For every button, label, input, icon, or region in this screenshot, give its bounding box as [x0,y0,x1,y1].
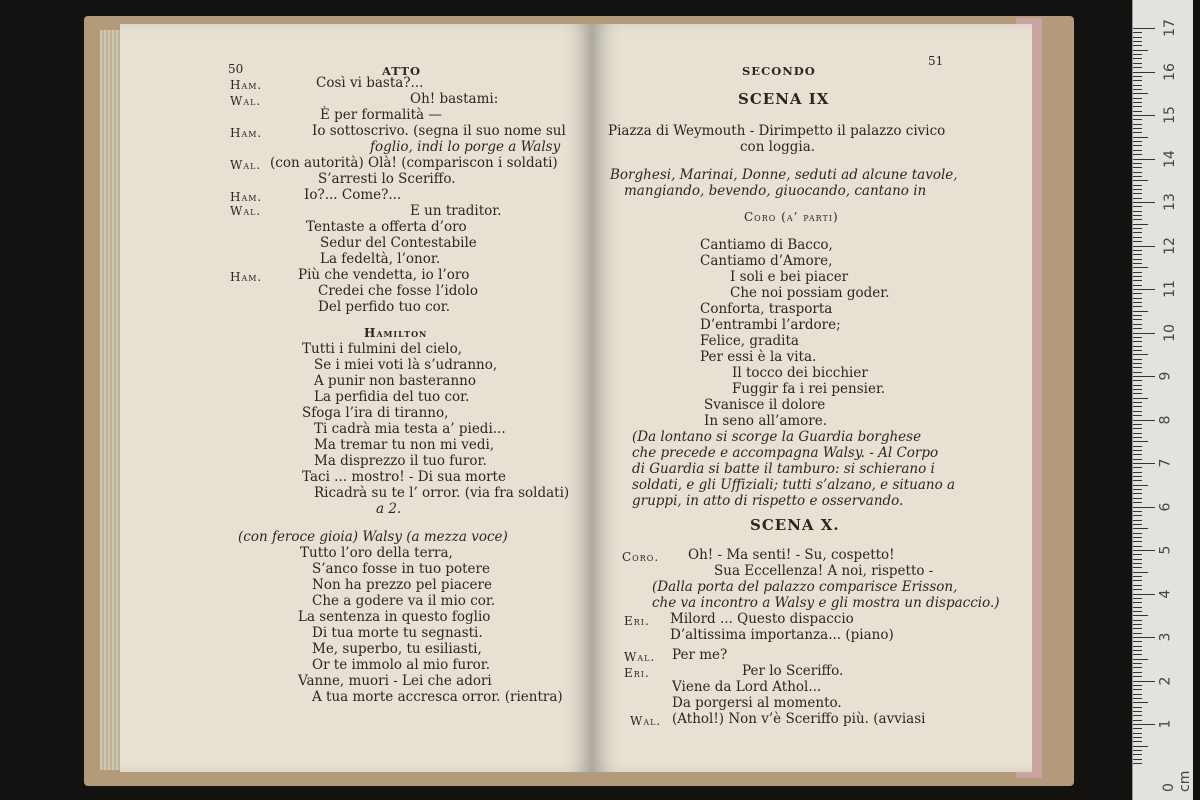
ruler-tick [1133,563,1142,564]
ruler-tick [1133,219,1142,220]
verse-line: Di tua morte tu segnasti. [312,625,483,641]
ruler-tick [1133,472,1142,473]
ruler-tick [1133,554,1142,555]
setting-line: con loggia. [740,139,816,155]
ruler-tick [1133,715,1142,716]
ruler-tick [1133,546,1142,547]
stage-direction: di Guardia si batte il tamburo: si schierano i [632,461,935,477]
running-head: SECONDO [742,64,816,78]
ruler-tick [1133,476,1142,477]
ruler-tick [1133,559,1142,560]
verse-line: Per lo Sceriffo. [742,663,844,679]
ruler-tick [1133,646,1142,647]
left-page [120,24,592,772]
ruler-tick [1133,280,1142,281]
ruler-tick [1133,537,1142,538]
ruler-tick [1133,654,1142,655]
ruler-tick [1133,58,1142,59]
ruler-tick [1133,667,1142,668]
speaker: Ham. [230,78,263,92]
ruler-tick [1133,489,1142,490]
ruler-tick [1133,480,1142,481]
ruler-tick [1133,576,1142,577]
ruler-tick [1133,224,1148,225]
ruler-tick [1133,533,1142,534]
ruler-tick [1133,67,1142,68]
ruler-tick [1133,315,1142,316]
ruler-tick [1133,128,1142,129]
stage-direction: mangiando, bevendo, giuocando, cantano in [624,183,927,199]
ruler-tick [1133,550,1155,551]
verse-line: Sua Eccellenza! A noi, rispetto - [714,563,934,579]
ruler-tick [1133,650,1142,651]
ruler-tick [1133,420,1155,421]
ruler-tick [1133,319,1142,320]
verse-line: Per me? [672,647,728,663]
verse-line: A punir non basteranno [314,373,476,389]
ruler-tick [1133,459,1142,460]
measuring-ruler [1132,0,1193,800]
verse-line: Sfoga l’ira di tiranno, [302,405,449,421]
verse-line: Se i miei voti là s’udranno, [314,357,498,373]
ruler-tick [1133,441,1148,442]
ruler-tick [1133,507,1155,508]
verse-line: Io sottoscrivo. (segna il suo nome sul [312,123,566,139]
ruler-tick [1133,189,1142,190]
ruler-tick [1133,493,1142,494]
ruler-tick [1133,50,1148,51]
ruler-tick [1133,211,1142,212]
speaker: Wal. [624,650,656,664]
stage-direction: che va incontro a Walsy e gli mostra un dispaccio.) [652,595,1000,611]
ruler-tick [1133,746,1148,747]
ruler-tick [1133,154,1142,155]
ruler-tick [1133,124,1142,125]
ruler-tick [1133,720,1142,721]
setting-line: Piazza di Weymouth - Dirimpetto il palazzo civico [608,123,946,139]
ruler-tick [1133,437,1142,438]
ruler-tick [1133,198,1142,199]
ruler-number: 4 [1157,589,1174,598]
stage-direction: a 2. [376,501,402,517]
verse-line: Oh! - Ma senti! - Su, cospetto! [688,547,895,563]
verse-line: Il tocco dei bicchier [732,365,868,381]
ruler-tick [1133,628,1142,629]
speaker: Wal. [630,714,662,728]
stage-direction: gruppi, in atto di rispetto e osservando. [632,493,904,509]
ruler-tick [1133,333,1155,334]
verse-line: D’entrambi l’ardore; [700,317,841,333]
ruler-number: 5 [1157,545,1174,555]
ruler-tick [1133,93,1148,94]
ruler-tick [1133,72,1155,73]
verse-line: I soli e bei piacer [730,269,849,285]
ruler-tick [1133,37,1142,38]
ruler-tick [1133,594,1155,595]
ruler-tick [1133,711,1142,712]
ruler-number: 12 [1161,236,1178,255]
ruler-tick [1133,89,1142,90]
ruler-number: 7 [1157,458,1174,468]
ruler-tick [1133,111,1142,112]
ruler-tick [1133,163,1142,164]
ruler-number: 1 [1157,719,1174,729]
stage-direction: Borghesi, Marinai, Donne, seduti ad alcune tavole, [610,167,958,183]
ruler-tick [1133,698,1142,699]
ruler-tick [1133,246,1155,247]
verse-line: Cantiamo d’Amore, [700,253,833,269]
ruler-tick [1133,380,1142,381]
ruler-tick [1133,254,1142,255]
ruler-tick [1133,376,1155,377]
ruler-tick [1133,106,1142,107]
verse-line: Ti cadrà mia testa a’ piedi... [314,421,506,437]
character-heading: Hamilton [364,326,428,340]
ruler-tick [1133,520,1142,521]
ruler-tick [1133,76,1142,77]
running-head: ATTO [382,64,422,78]
verse-line: Tentaste a offerta d’oro [306,219,467,235]
ruler-tick [1133,119,1142,120]
ruler-tick [1133,685,1142,686]
speaker: Ham. [230,190,263,204]
ruler-tick [1133,754,1142,755]
ruler-tick [1133,498,1142,499]
ruler-tick [1133,150,1142,151]
ruler-tick [1133,145,1142,146]
ruler-tick [1133,159,1155,160]
ruler-tick [1133,237,1142,238]
ruler-tick [1133,372,1142,373]
verse-line: Io?... Come?... [304,187,402,203]
ruler-tick [1133,228,1142,229]
ruler-tick [1133,524,1142,525]
ruler-tick [1133,311,1148,312]
ruler-tick [1133,185,1142,186]
ruler-tick [1133,215,1142,216]
ruler-tick [1133,63,1142,64]
ruler-number: 16 [1161,62,1178,81]
ruler-tick [1133,428,1142,429]
ruler-number: 10 [1161,323,1178,342]
ruler-tick [1133,272,1142,273]
verse-line: Sedur del Contestabile [320,235,477,251]
scene-heading: SCENA IX [738,90,830,108]
ruler-tick [1133,733,1142,734]
ruler-tick [1133,259,1142,260]
ruler-number: 0 cm [1161,770,1193,792]
verse-line: Felice, gradita [700,333,799,349]
character-heading: (con feroce gioia) Walsy (a mezza voce) [238,529,508,545]
ruler-tick [1133,263,1142,264]
ruler-tick [1133,694,1142,695]
ruler-tick [1133,672,1142,673]
ruler-tick [1133,415,1142,416]
verse-line: A tua morte accresca orror. (rientra) [312,689,563,705]
ruler-tick [1133,598,1142,599]
verse-line: La perfidia del tuo cor. [314,389,470,405]
verse-line: Viene da Lord Athol... [672,679,822,695]
verse-line: Più che vendetta, io l’oro [298,267,470,283]
ruler-tick [1133,515,1142,516]
speaker: Ham. [230,270,263,284]
verse-line: Taci ... mostro! - Di sua morte [302,469,506,485]
verse-line: S’anco fosse in tuo potere [312,561,490,577]
ruler-tick [1133,137,1148,138]
ruler-tick [1133,389,1142,390]
ruler-tick [1133,306,1142,307]
ruler-tick [1133,115,1155,116]
ruler-number: 8 [1157,415,1174,424]
ruler-tick [1133,45,1142,46]
ruler-tick [1133,176,1142,177]
ruler-tick [1133,398,1148,399]
ruler-tick [1133,80,1142,81]
ruler-tick [1133,424,1142,425]
stage-direction: (Dalla porta del palazzo comparisce Erisson, [652,579,958,595]
ruler-tick [1133,289,1155,290]
verse-line: Ricadrà su te l’ orror. (via fra soldati) [314,485,570,501]
verse-line: È per formalità — [320,107,442,123]
verse-line: In seno all’amore. [704,413,828,429]
ruler-tick [1133,676,1142,677]
verse-line: (Athol!) Non v’è Sceriffo più. (avviasi [672,711,926,727]
ruler-tick [1133,485,1148,486]
ruler-tick [1133,298,1142,299]
verse-line: Vanne, muori - Lei che adori [298,673,492,689]
scene-heading: SCENA X. [750,516,840,534]
ruler-tick [1133,624,1142,625]
verse-line: Fuggir fa i rei pensier. [732,381,886,397]
ruler-tick [1133,450,1142,451]
verse-line: Or te immolo al mio furor. [312,657,491,673]
stage-direction: (Da lontano si scorge la Guardia borghese [632,429,922,445]
verse-line: Non ha prezzo pel piacere [312,577,492,593]
ruler-tick [1133,641,1142,642]
verse-line: La sentenza in questo foglio [298,609,491,625]
ruler-tick [1133,324,1142,325]
ruler-tick [1133,602,1142,603]
ruler-tick [1133,385,1142,386]
ruler-tick [1133,406,1142,407]
right-page [592,24,1032,772]
ruler-tick [1133,681,1155,682]
ruler-tick [1133,728,1142,729]
ruler-number: 14 [1161,149,1178,168]
ruler-tick [1133,454,1142,455]
ruler-tick [1133,98,1142,99]
page-number: 50 [228,62,244,76]
ruler-tick [1133,172,1142,173]
speaker: Eri. [624,614,650,628]
speaker: Wal. [230,94,262,108]
ruler-tick [1133,607,1142,608]
ruler-tick [1133,615,1148,616]
verse-line: Me, superbo, tu esiliasti, [312,641,482,657]
verse-line: Così vi basta?... [316,75,424,91]
ruler-tick [1133,41,1142,42]
ruler-tick [1133,250,1142,251]
ruler-tick [1133,141,1142,142]
ruler-tick [1133,502,1142,503]
ruler-tick [1133,659,1148,660]
verse-line: Ma disprezzo il tuo furor. [314,453,487,469]
ruler-tick [1133,241,1142,242]
ruler-tick [1133,620,1142,621]
verse-line: Ma tremar tu non mi vedi, [314,437,495,453]
verse-line: Credei che fosse l’idolo [318,283,478,299]
verse-line: Da porgersi al momento. [672,695,842,711]
verse-line: Che a godere va il mio cor. [312,593,496,609]
ruler-tick [1133,580,1142,581]
verse-line: Tutto l’oro della terra, [300,545,453,561]
verse-line: Tutti i fulmini del cielo, [302,341,463,357]
ruler-tick [1133,167,1142,168]
ruler-number: 3 [1157,632,1174,642]
ruler-tick [1133,393,1142,394]
ruler-tick [1133,572,1148,573]
verse-line: Svanisce il dolore [704,397,826,413]
ruler-tick [1133,541,1142,542]
verse-line: S’arresti lo Sceriffo. [318,171,456,187]
verse-line: D’altissima importanza... (piano) [670,627,894,643]
ruler-tick [1133,193,1142,194]
ruler-tick [1133,32,1142,33]
speaker: Eri. [624,666,650,680]
ruler-tick [1133,467,1142,468]
ruler-tick [1133,446,1142,447]
ruler-tick [1133,267,1148,268]
ruler-tick [1133,285,1142,286]
ruler-tick [1133,567,1142,568]
verse-line: Del perfido tuo cor. [318,299,451,315]
verse-line: Cantiamo di Bacco, [700,237,833,253]
ruler-tick [1133,302,1142,303]
ruler-number: 2 [1157,676,1174,685]
ruler-tick [1133,663,1142,664]
ruler-tick [1133,589,1142,590]
ruler-tick [1133,511,1142,512]
ruler-number: 17 [1161,19,1178,37]
ruler-number: 11 [1161,280,1178,298]
ruler-tick [1133,633,1142,634]
ruler-number: 9 [1157,371,1174,381]
ruler-tick [1133,54,1142,55]
verse-line: Conforta, trasporta [700,301,833,317]
ruler-tick [1133,528,1148,529]
ruler-number: 15 [1161,106,1178,124]
ruler-tick [1133,180,1148,181]
ruler-number: 6 [1157,502,1174,511]
ruler-tick [1133,202,1155,203]
ruler-tick [1133,707,1142,708]
ruler-tick [1133,724,1155,725]
stage-direction: soldati, e gli Uffiziali; tutti s’alzano, e situano a [632,477,956,493]
verse-line: La fedeltà, l’onor. [320,251,441,267]
speaker: Ham. [230,126,263,140]
ruler-tick [1133,702,1148,703]
ruler-tick [1133,759,1142,760]
ruler-tick [1133,737,1142,738]
ruler-tick [1133,585,1142,586]
ruler-tick [1133,85,1142,86]
ruler-tick [1133,637,1155,638]
ruler-tick [1133,763,1142,764]
stage-direction: foglio, indi lo porge a Walsy [370,139,561,155]
verse-line: Oh! bastami: [410,91,499,107]
ruler-tick [1133,346,1142,347]
character-heading: Coro (a’ parti) [744,210,839,224]
verse-line: Che noi possiam goder. [730,285,890,301]
stage-direction: che precede e accompagna Walsy. - Al Corpo [632,445,939,461]
ruler-tick [1133,402,1142,403]
ruler-tick [1133,293,1142,294]
speaker: Wal. [230,204,262,218]
ruler-tick [1133,433,1142,434]
ruler-tick [1133,328,1142,329]
ruler-tick [1133,350,1142,351]
ruler-tick [1133,206,1142,207]
verse-line: E un traditor. [410,203,502,219]
ruler-tick [1133,132,1142,133]
ruler-tick [1133,337,1142,338]
ruler-tick [1133,102,1142,103]
verse-line: Per essi è la vita. [700,349,817,365]
ruler-tick [1133,367,1142,368]
speaker: Wal. [230,158,262,172]
ruler-tick [1133,689,1142,690]
ruler-number: 13 [1161,193,1178,211]
page-number: 51 [928,54,944,68]
ruler-tick [1133,341,1142,342]
ruler-tick [1133,359,1142,360]
ruler-tick [1133,463,1155,464]
ruler-tick [1133,28,1155,29]
ruler-tick [1133,741,1142,742]
ruler-tick [1133,363,1142,364]
ruler-tick [1133,232,1142,233]
speaker: Coro. [622,550,660,564]
verse-line: (con autorità) Olà! (compariscon i soldati) [270,155,558,171]
ruler-tick [1133,354,1148,355]
ruler-tick [1133,750,1142,751]
ruler-tick [1133,611,1142,612]
ruler-tick [1133,411,1142,412]
verse-line: Milord ... Questo dispaccio [670,611,854,627]
ruler-tick [1133,276,1142,277]
